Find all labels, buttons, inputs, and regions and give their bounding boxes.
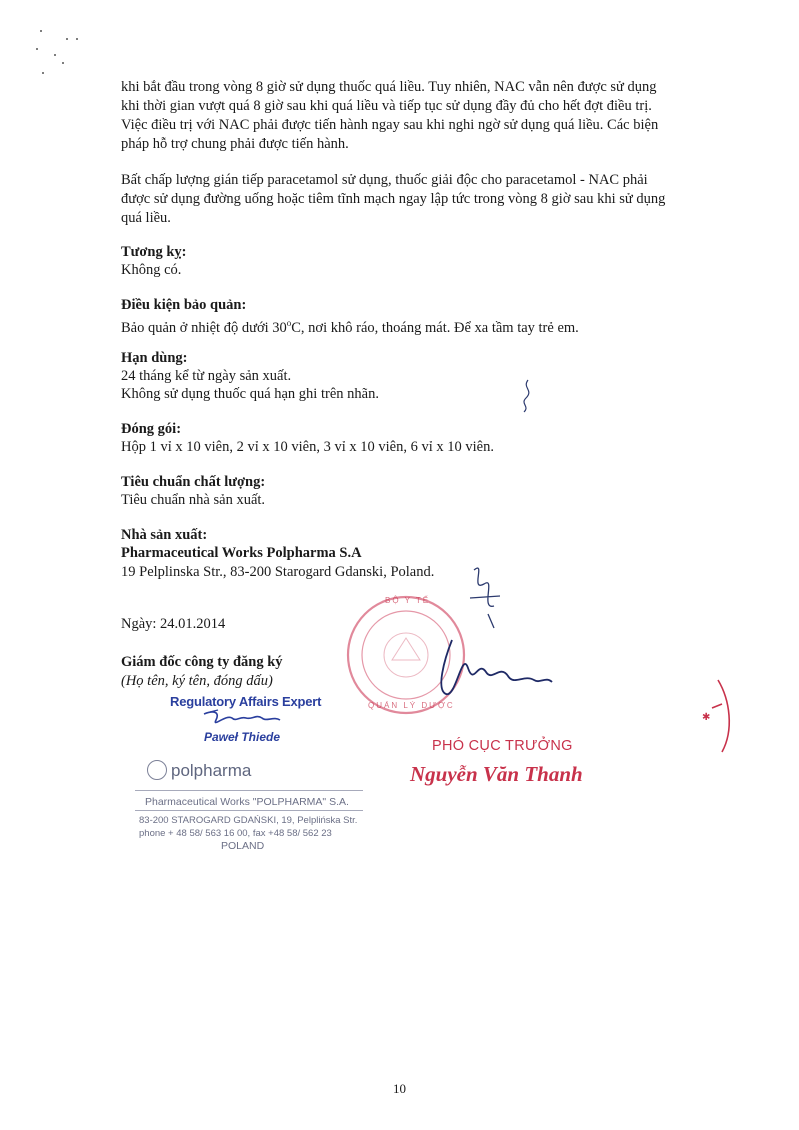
manufacturer-heading: Nhà sản xuất:: [121, 527, 208, 543]
shelf-life-heading: Hạn dùng:: [121, 350, 188, 366]
storage-text-part: Bảo quản ở nhiệt độ dưới 30: [121, 319, 287, 336]
seal-top-text: BỘ Y TẾ: [385, 596, 431, 605]
stamp-line: POLAND: [221, 840, 265, 852]
storage-text-part: C, nơi khô ráo, thoáng mát. Để xa tầm tay trẻ em.: [291, 319, 579, 336]
regulatory-stamp-name: Paweł Thiede: [204, 730, 281, 744]
text-line: pháp hỗ trợ chung phải được tiến hành.: [121, 136, 349, 152]
official-name: Nguyễn Văn Thanh: [410, 762, 583, 786]
margin-initial-icon: [524, 380, 529, 412]
seal-bottom-text: QUẢN LÝ DƯỢC: [368, 701, 455, 710]
shelf-life-line: 24 tháng kể từ ngày sản xuất.: [121, 368, 292, 384]
manufacturer-address: 19 Pelplinska Str., 83-200 Starogard Gdanski, Poland.: [121, 564, 435, 580]
document-date: Ngày: 24.01.2014: [121, 616, 226, 632]
text-line: quá liều.: [121, 210, 171, 226]
incompatibility-heading: Tương kỵ:: [121, 244, 187, 260]
text-line: khi thời gian vượt quá 8 giờ sau khi quá liều và tiếp tục sử dụng đầy đủ cho hết đợt điều trị.: [121, 98, 652, 114]
page-number: 10: [393, 1081, 406, 1096]
official-position: PHÓ CỤC TRƯỞNG: [432, 738, 573, 754]
stamp-line: 83-200 STAROGARD GDAŃSKI, 19, Pelplińska Str.: [139, 815, 358, 826]
text-line: khi bắt đầu trong vòng 8 giờ sử dụng thuốc quá liều. Tuy nhiên, NAC vẫn nên được sử dụng: [121, 79, 657, 95]
text-line: Việc điều trị với NAC phải được tiến hành ngay sau khi nghi ngờ sử dụng quá liều. Các biện: [121, 117, 659, 133]
official-signature-icon: [441, 640, 552, 694]
stamp-line: phone + 48 58/ 563 16 00, fax +48 58/ 562 23: [139, 828, 332, 839]
text-line: Bất chấp lượng gián tiếp paracetamol sử dụng, thuốc giải độc cho paracetamol - NAC phải: [121, 172, 648, 188]
incompatibility-text: Không có.: [121, 262, 182, 278]
storage-heading: Điều kiện bảo quản:: [121, 297, 247, 313]
quality-heading: Tiêu chuẩn chất lượng:: [121, 474, 266, 490]
approval-initial-icon: [470, 568, 500, 628]
degree-superscript: o: [286, 318, 292, 328]
regulatory-stamp-title: Regulatory Affairs Expert: [170, 694, 322, 709]
manufacturer-name: Pharmaceutical Works Polpharma S.A: [121, 545, 362, 561]
edge-seal-fragment-icon: [712, 680, 729, 752]
stamp-line: Pharmaceutical Works "POLPHARMA" S.A.: [145, 796, 349, 808]
text-line: được sử dụng đường uống hoặc tiêm tĩnh mạch ngay lập tức trong vòng 8 giờ sau khi sử dụng: [121, 191, 666, 207]
packaging-heading: Đóng gói:: [121, 421, 182, 437]
director-subtitle: (Họ tên, ký tên, đóng dấu): [121, 673, 273, 689]
seal-star-icon: ✱: [702, 712, 711, 723]
director-title: Giám đốc công ty đăng ký: [121, 654, 283, 670]
polpharma-logo-text: polpharma: [171, 761, 252, 780]
shelf-life-line: Không sử dụng thuốc quá hạn ghi trên nhãn.: [121, 386, 379, 402]
packaging-text: Hộp 1 vỉ x 10 viên, 2 vỉ x 10 viên, 3 vỉ x 10 viên, 6 vỉ x 10 viên.: [121, 439, 494, 455]
quality-text: Tiêu chuẩn nhà sản xuất.: [121, 492, 266, 508]
